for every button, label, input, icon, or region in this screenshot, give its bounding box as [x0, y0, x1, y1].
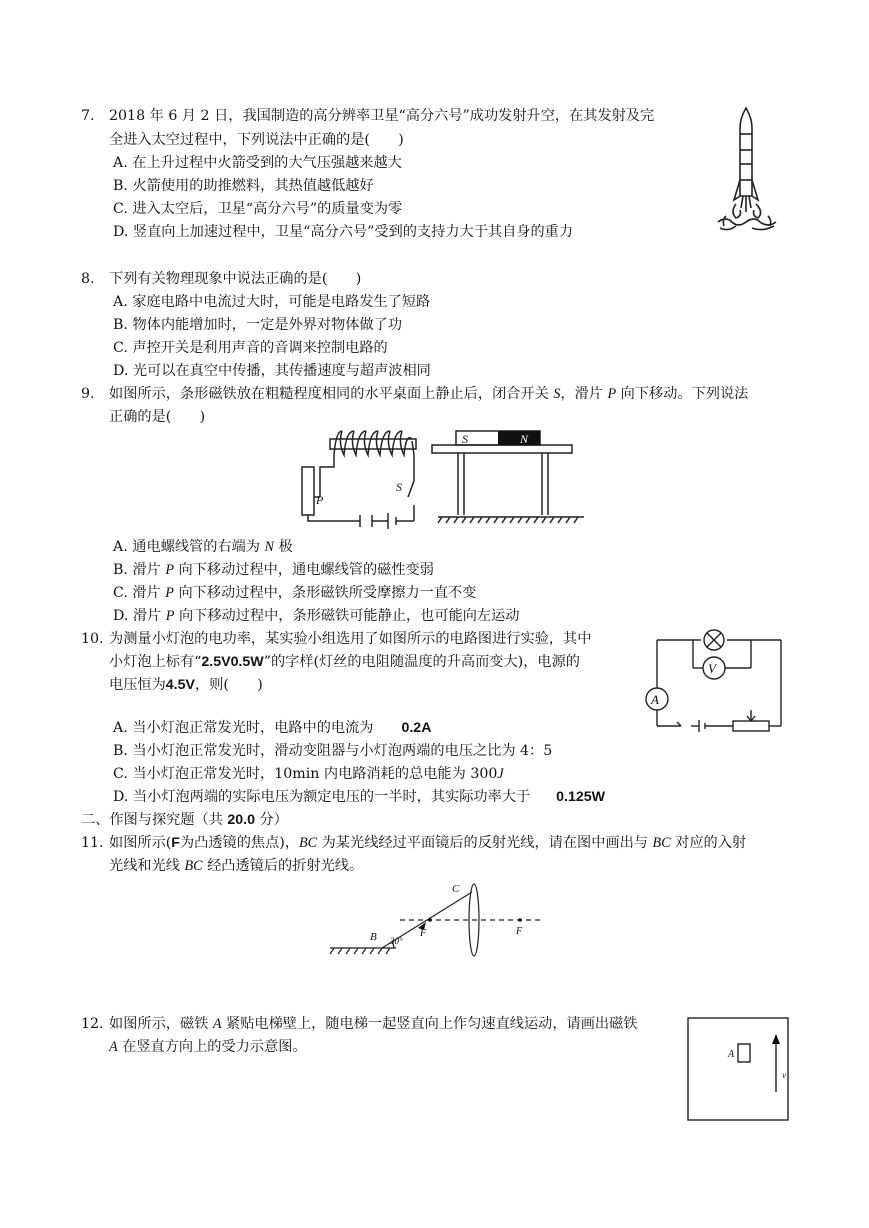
q11-stem-line2: 光线和光线 BC 经凸透镜后的折射光线。 — [109, 858, 364, 874]
q10-option-a: A. 当小灯泡正常发光时，电路中的电流为 0.2A — [113, 720, 432, 736]
svg-text:C: C — [452, 883, 460, 895]
rocket-figure — [712, 104, 782, 240]
q10-stem-line2: 小灯泡上标有“2.5V0.5W”的字样(灯丝的电阻随温度的升高而变大)，电源的 — [109, 654, 580, 670]
svg-text:S: S — [396, 480, 402, 494]
q10-stem-line3: 电压恒为4.5V，则( ) — [109, 677, 263, 693]
q7-option-c: C. 进入太空后，卫星“高分六号”的质量变为零 — [113, 201, 403, 217]
svg-text:V: V — [708, 661, 716, 676]
q8-option-c: C. 声控开关是利用声音的音调来控制电路的 — [113, 340, 388, 356]
q10-number: 10. — [81, 631, 104, 647]
q9-stem-line2: 正确的是( ) — [109, 409, 206, 425]
q9-option-d: D. 滑片 P 向下移动过程中，条形磁铁可能静止，也可能向左运动 — [113, 608, 520, 624]
svg-text:S: S — [462, 432, 468, 446]
lens-mirror-figure — [326, 880, 546, 958]
svg-text:A: A — [651, 692, 659, 707]
q10-option-c: C. 当小灯泡正常发光时，10min 内电路消耗的总电能为 300J — [113, 766, 504, 782]
q7-stem-line2: 全进入太空过程中，下列说法中正确的是( ) — [109, 132, 404, 148]
q8-number: 8. — [81, 271, 95, 287]
q12-number: 12. — [81, 1016, 104, 1032]
q12-stem-line1: 如图所示，磁铁 A 紧贴电梯壁上，随电梯一起竖直向上作匀速直线运动，请画出磁铁 — [109, 1016, 638, 1032]
q8-option-b: B. 物体内能增加时，一定是外界对物体做了功 — [113, 317, 403, 333]
solenoid-magnet-figure — [298, 425, 588, 525]
svg-text:F: F — [420, 928, 427, 939]
q11-stem-line1: 如图所示(F为凸透镜的焦点)，BC 为某光线经过平面镜后的反射光线，请在图中画出与 BC 对应的入射 — [109, 835, 747, 851]
q9-option-c: C. 滑片 P 向下移动过程中，条形磁铁所受摩擦力一直不变 — [113, 585, 477, 601]
q9-option-b: B. 滑片 P 向下移动过程中，通电螺线管的磁性变弱 — [113, 562, 434, 578]
q7-option-b: B. 火箭使用的助推燃料，其热值越低越好 — [113, 178, 374, 194]
elevator-figure — [686, 1016, 796, 1122]
svg-text:B: B — [370, 931, 377, 943]
q11-number: 11. — [81, 835, 104, 851]
q8-option-a: A. 家庭电路中电流过大时，可能是电路发生了短路 — [113, 294, 431, 310]
svg-text:N: N — [520, 432, 529, 446]
svg-text:P: P — [316, 493, 324, 507]
q9-option-a: A. 通电螺线管的右端为 N 极 — [113, 539, 293, 555]
svg-text:A: A — [728, 1049, 735, 1060]
q7-option-a: A. 在上升过程中火箭受到的大气压强越来越大 — [113, 155, 402, 171]
svg-text:30°: 30° — [390, 936, 403, 946]
q7-option-d: D. 竖直向上加速过程中，卫星“高分六号”受到的支持力大于其自身的重力 — [113, 224, 574, 240]
q9-stem-line1: 如图所示，条形磁铁放在粗糙程度相同的水平桌面上静止后，闭合开关 S，滑片 P 向下移动。下列说法 — [109, 386, 749, 402]
q10-option-b: B. 当小灯泡正常发光时，滑动变阻器与小灯泡两端的电压之比为 4：5 — [113, 743, 553, 759]
q7-number: 7. — [81, 108, 95, 124]
q9-number: 9. — [81, 386, 95, 402]
section-two-heading: 二、作图与探究题（共 20.0 分） — [81, 812, 288, 828]
svg-text:v: v — [782, 1070, 786, 1080]
q10-stem-line1: 为测量小灯泡的电功率，某实验小组选用了如图所示的电路图进行实验，其中 — [109, 631, 592, 647]
svg-text:F: F — [516, 926, 523, 937]
q10-option-d: D. 当小灯泡两端的实际电压为额定电压的一半时，其实际功率大于 0.125W — [113, 789, 606, 805]
q7-stem-line1: 2018 年 6 月 2 日，我国制造的高分辨率卫星“高分六号”成功发射升空，在其发射及完 — [109, 108, 655, 124]
q8-option-d: D. 光可以在真空中传播，其传播速度与超声波相同 — [113, 363, 431, 379]
lamp-circuit-figure — [641, 626, 791, 738]
q12-stem-line2: A 在竖直方向上的受力示意图。 — [109, 1039, 307, 1055]
q8-stem: 下列有关物理现象中说法正确的是( ) — [109, 271, 362, 287]
